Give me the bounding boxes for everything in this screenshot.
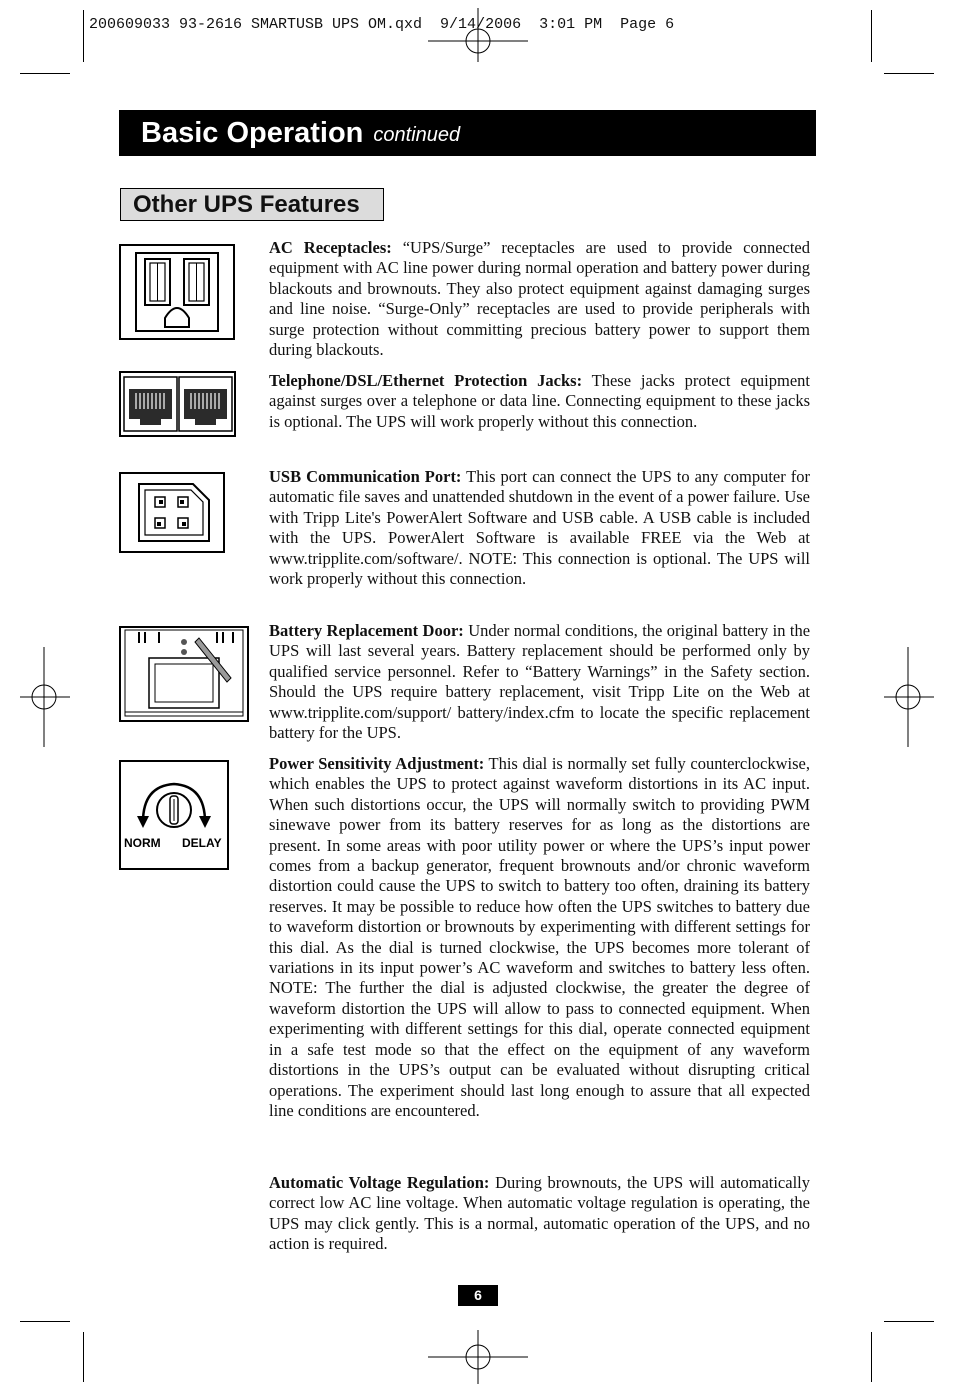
ac-receptacle-icon bbox=[119, 244, 235, 340]
crop-mark bbox=[83, 10, 84, 62]
crop-mark bbox=[20, 1321, 70, 1322]
page-header bbox=[119, 110, 816, 156]
feature-protection-jacks bbox=[269, 371, 810, 432]
feature-body: These jacks protect equipment against surges over a telephone or data line. Connecting equipment to these jacks is optional. The UPS will work properly without this connection. bbox=[269, 371, 811, 431]
feature-heading: Battery Replacement Door: bbox=[269, 621, 464, 640]
dial-label-norm: NORM bbox=[124, 836, 161, 850]
feature-body: This dial is normally set fully counterclockwise, which enables the UPS to protect against waveform distortions in its AC input. When such distortions occur, the UPS will normally switch to providing PWM sinewave power from its battery reserves for as long as the distortions are present. In some areas with poor utility power or where the UPS’s input power comes from a backup generator, frequent brownouts and/or chronic waveform distortion could cause the UPS to switch to battery too often, draining its battery reserves. It may be possible to reduce how often the UPS switches to battery due to waveform distortion or brownouts by experimenting with different settings for this dial. As the dial is turned clockwise, the UPS becomes more tolerant of variations in its input power’s AC waveform and switches to battery less often. NOTE: The further the dial is adjusted clockwise, the greater the degree of waveform distortion the UPS will allow to pass to connected equipment. When experimenting with different settings for this dial, operate connected equipment in a safe test mode so that the effect on the equipment of any waveform distortions in the UPS’s output can be evaluated without disrupting critical operations. The experiment should last long enough to assure that all expected line conditions are encountered. bbox=[269, 754, 810, 1120]
feature-sensitivity-adjustment bbox=[269, 754, 810, 1121]
crop-mark bbox=[83, 1332, 84, 1382]
print-slug: 200609033 93-2616 SMARTUSB UPS OM.qxd 9/14/2006 3:01 PM Page 6 bbox=[89, 16, 675, 33]
crop-mark bbox=[871, 1332, 872, 1382]
sensitivity-dial-icon bbox=[119, 760, 229, 870]
feature-body: This port can connect the UPS to any computer for automatic file saves and unattended shutdown in the event of a power failure. Use with Tripp Lite's PowerAlert Software and USB cable. A USB cable is included with the UPS. PowerAlert Software is available FREE via the Web at www.tripplite.com/software/. NOTE: This connection is optional. The UPS will work properly without this connection. bbox=[269, 467, 810, 589]
crop-mark bbox=[884, 73, 934, 74]
registration-mark-icon bbox=[428, 8, 528, 62]
crop-mark bbox=[871, 10, 872, 62]
feature-usb-port bbox=[269, 467, 810, 589]
registration-mark-icon bbox=[20, 647, 70, 747]
battery-door-icon bbox=[119, 626, 249, 722]
crop-mark bbox=[20, 73, 70, 74]
registration-mark-icon bbox=[428, 1330, 528, 1384]
crop-mark bbox=[884, 1321, 934, 1322]
feature-heading: USB Communication Port: bbox=[269, 467, 462, 486]
feature-body: “UPS/Surge” receptacles are used to provide connected equipment with AC line power during normal operation and battery power during blackouts and brownouts. They also protect equipment against damaging surges and line noise. “Surge-Only” receptacles are used to provide peripherals with surge protection without committing precious battery power to support them during blackouts. bbox=[269, 238, 810, 360]
usb-port-icon bbox=[119, 472, 225, 553]
feature-ac-receptacles bbox=[269, 238, 810, 360]
section-heading bbox=[120, 188, 384, 221]
ethernet-jack-icon bbox=[119, 371, 236, 437]
dial-label-delay: DELAY bbox=[182, 836, 222, 850]
feature-body: Under normal conditions, the original battery in the UPS will last several years. Battery replacement should be performed only by qualified service personnel. Refer to “Battery Warnings” in the Safety section. Should the UPS require battery replacement, visit Tripp Lite on the Web at www.tripplite.com/support/ battery/index.cfm to locate the specific replacement battery for the UPS. bbox=[269, 621, 811, 743]
section-title: Other UPS Features bbox=[133, 190, 360, 218]
feature-battery-door bbox=[269, 621, 810, 743]
page-number: 6 bbox=[458, 1285, 498, 1306]
feature-body: During brownouts, the UPS will automatically correct low AC line voltage. When automatic voltage regulation is operating, the UPS may click gently. This is a normal, automatic operation of the UPS, and no action is required. bbox=[269, 1173, 810, 1254]
registration-mark-icon bbox=[884, 647, 934, 747]
feature-heading: Telephone/DSL/Ethernet Protection Jacks: bbox=[269, 371, 583, 390]
feature-heading: Power Sensitivity Adjustment: bbox=[269, 754, 485, 773]
page-subtitle: continued bbox=[373, 123, 461, 146]
page-title: Basic Operation bbox=[141, 116, 364, 149]
feature-heading: Automatic Voltage Regulation: bbox=[269, 1173, 490, 1192]
feature-heading: AC Receptacles: bbox=[269, 238, 392, 257]
feature-voltage-regulation bbox=[269, 1173, 810, 1255]
